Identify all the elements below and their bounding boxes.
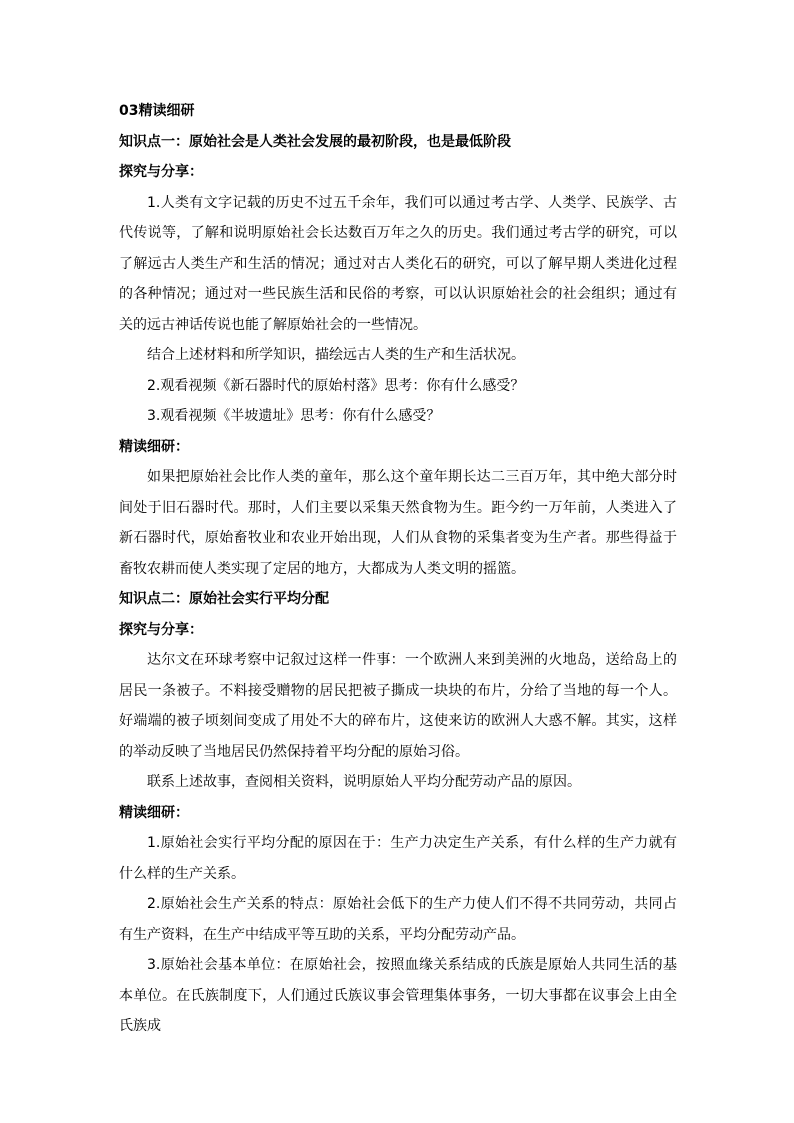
- paragraph: 2.观看视频《新石器时代的原始村落》思考：你有什么感受？: [147, 377, 525, 394]
- paragraph: 达尔文在环球考察中记叙过这样一件事：一个欧洲人来到美洲的火地岛，送给岛上的居民一条被子。不料接受赠物的居民把被子撕成一块块的布片，分给了当地的每一个人。好端端的被子顷刻间变成了用处不大的碎布片，这使来访的欧洲人大惑不解。其实，这样的举动反映了当地居民仍然保持着平均分配的原始习俗。: [119, 652, 677, 760]
- paragraph: 2.原始社会生产关系的特点：原始社会低下的生产力使人们不得不共同劳动，共同占有生产资料，在生产中结成平等互助的关系，平均分配劳动产品。: [119, 896, 677, 943]
- paragraph: 如果把原始社会比作人类的童年，那么这个童年期长达二三百万年，其中绝大部分时间处于旧石器时代。那时，人们主要以采集天然食物为生。距今约一万年前，人类进入了新石器时代，原始畜牧业和农业开始出现，人们从食物的采集者变为生产者。那些得益于畜牧农耕而使人类实现了定居的地方，大都成为人类文明的摇篮。: [119, 469, 677, 577]
- section-title: 03精读细研: [119, 103, 195, 119]
- paragraph: 联系上述故事，查阅相关资料，说明原始人平均分配劳动产品的原因。: [147, 774, 581, 790]
- study-label: 精读细研：: [119, 438, 189, 455]
- explore-share-label: 探究与分享：: [119, 164, 203, 180]
- paragraph: 1.原始社会实行平均分配的原因在于：生产力决定生产关系，有什么样的生产力就有什么样的生产关系。: [119, 835, 677, 882]
- knowledge-point-2-heading: 知识点二：原始社会实行平均分配: [119, 591, 329, 607]
- document-page: [119, 96, 677, 1042]
- paragraph: 结合上述材料和所学知识，描绘远古人类的生产和生活状况。: [147, 347, 525, 363]
- study-label: 精读细研：: [119, 804, 189, 821]
- knowledge-point-1-heading: 知识点一：原始社会是人类社会发展的最初阶段，也是最低阶段: [119, 133, 511, 150]
- explore-share-label: 探究与分享：: [119, 621, 203, 638]
- paragraph: 1.人类有文字记载的历史不过五千余年，我们可以通过考古学、人类学、民族学、古代传说等，了解和说明原始社会长达数百万年之久的历史。我们通过考古学的研究，可以了解远古人类生产和生活的情况；通过对古人类化石的研究，可以了解早期人类进化过程的各种情况；通过对一些民族生活和民俗的考察，可以认识原始社会的社会组织；通过有关的远古神话传说也能了解原始社会的一些情况。: [119, 194, 677, 333]
- paragraph: 3.观看视频《半坡遗址》思考：你有什么感受？: [147, 408, 441, 424]
- paragraph: 3.原始社会基本单位：在原始社会，按照血缘关系结成的氏族是原始人共同生活的基本单位。在氏族制度下，人们通过氏族议事会管理集体事务，一切大事都在议事会上由全氏族成: [119, 957, 677, 1034]
